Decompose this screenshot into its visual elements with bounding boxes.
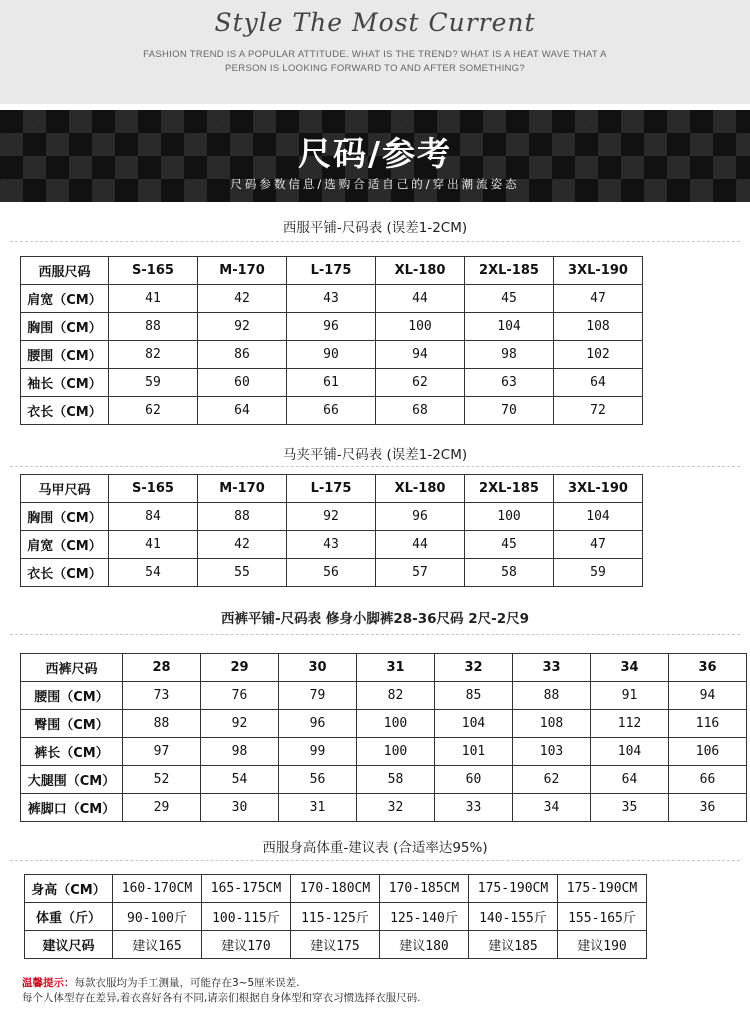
- table-cell: 125-140斤: [380, 903, 469, 931]
- pants-table-caption: 西裤平铺-尺码表 修身小脚裤28-36尺码 2尺-2尺9: [221, 611, 529, 627]
- banner-slogan: 尺码参数信息/选购合适自己的/穿出潮流姿态: [230, 177, 520, 191]
- table-cell: 62: [513, 766, 591, 794]
- row-label-cell: 大腿围（CM）: [21, 766, 123, 794]
- header-subtitle-line1: FASHION TREND IS A POPULAR ATTITUDE. WHAT IS THE TREND? WHAT IS A HEAT WAVE THAT A: [143, 49, 607, 60]
- pants-size-table: [20, 653, 747, 822]
- table-row: [21, 682, 747, 710]
- table-cell: 35: [591, 794, 669, 822]
- table-cell: 88: [513, 682, 591, 710]
- table-row: [21, 397, 643, 425]
- size-header-cell: 33: [513, 654, 591, 682]
- size-header-cell: 32: [435, 654, 513, 682]
- table-row: [21, 369, 643, 397]
- table-row: [21, 341, 643, 369]
- table-cell: 92: [201, 710, 279, 738]
- row-label-cell: 肩宽（CM）: [21, 531, 109, 559]
- divider: [10, 241, 740, 242]
- table-cell: 59: [554, 559, 643, 587]
- table-cell: 100: [357, 738, 435, 766]
- table-cell: 58: [465, 559, 554, 587]
- table-cell: 79: [279, 682, 357, 710]
- table-row: [21, 313, 643, 341]
- table-cell: 96: [376, 503, 465, 531]
- table-cell: 建议175: [291, 931, 380, 959]
- table-cell: 建议185: [469, 931, 558, 959]
- table-row: [21, 531, 643, 559]
- row-label-cell: 建议尺码: [25, 931, 113, 959]
- row-label-cell: 马甲尺码: [21, 475, 109, 503]
- size-header-cell: S-165: [109, 475, 198, 503]
- table-cell: 42: [198, 285, 287, 313]
- row-label-cell: 身高（CM）: [25, 875, 113, 903]
- table-cell: 建议165: [113, 931, 202, 959]
- divider: [10, 466, 740, 467]
- size-header-cell: XL-180: [376, 475, 465, 503]
- table-cell: 63: [465, 369, 554, 397]
- divider: [10, 634, 740, 635]
- vest-table-caption: 马夹平铺-尺码表 (误差1-2CM): [282, 447, 468, 463]
- size-header-cell: 36: [669, 654, 747, 682]
- table-cell: 61: [287, 369, 376, 397]
- size-header-cell: 2XL-185: [465, 257, 554, 285]
- divider: [10, 860, 740, 861]
- table-cell: 96: [279, 710, 357, 738]
- table-cell: 100-115斤: [202, 903, 291, 931]
- table-cell: 100: [357, 710, 435, 738]
- table-cell: 100: [465, 503, 554, 531]
- row-label-cell: 西裤尺码: [21, 654, 123, 682]
- table-cell: 155-165斤: [558, 903, 647, 931]
- table-cell: 32: [357, 794, 435, 822]
- table-cell: 88: [123, 710, 201, 738]
- notice-line1: 每款衣服均为手工测量，可能存在3~5厘米误差.: [74, 977, 300, 989]
- table-cell: 165-175CM: [202, 875, 291, 903]
- table-cell: 42: [198, 531, 287, 559]
- table-cell: 170-180CM: [291, 875, 380, 903]
- table-cell: 43: [287, 531, 376, 559]
- size-header-cell: 29: [201, 654, 279, 682]
- table-row: [21, 559, 643, 587]
- table-cell: 44: [376, 285, 465, 313]
- table-cell: 45: [465, 285, 554, 313]
- table-cell: 104: [554, 503, 643, 531]
- table-cell: 62: [109, 397, 198, 425]
- row-label-cell: 肩宽（CM）: [21, 285, 109, 313]
- table-cell: 66: [287, 397, 376, 425]
- table-cell: 104: [435, 710, 513, 738]
- size-header-cell: 34: [591, 654, 669, 682]
- table-cell: 60: [435, 766, 513, 794]
- table-cell: 160-170CM: [113, 875, 202, 903]
- table-cell: 102: [554, 341, 643, 369]
- size-header-cell: L-175: [287, 257, 376, 285]
- size-header-cell: 28: [123, 654, 201, 682]
- table-cell: 94: [669, 682, 747, 710]
- table-cell: 98: [465, 341, 554, 369]
- table-cell: 82: [109, 341, 198, 369]
- table-cell: 31: [279, 794, 357, 822]
- table-cell: 54: [109, 559, 198, 587]
- table-cell: 96: [287, 313, 376, 341]
- vest-size-table: [20, 474, 643, 587]
- row-label-cell: 体重（斤）: [25, 903, 113, 931]
- table-cell: 29: [123, 794, 201, 822]
- size-header-cell: M-170: [198, 257, 287, 285]
- size-header-cell: M-170: [198, 475, 287, 503]
- table-cell: 64: [591, 766, 669, 794]
- table-cell: 90: [287, 341, 376, 369]
- table-cell: 101: [435, 738, 513, 766]
- table-cell: 94: [376, 341, 465, 369]
- table-cell: 90-100斤: [113, 903, 202, 931]
- table-cell: 34: [513, 794, 591, 822]
- table-cell: 99: [279, 738, 357, 766]
- table-cell: 41: [109, 531, 198, 559]
- fit-table-caption: 西服身高体重-建议表 (合适率达95%): [262, 840, 488, 856]
- table-cell: 97: [123, 738, 201, 766]
- table-cell: 106: [669, 738, 747, 766]
- table-cell: 84: [109, 503, 198, 531]
- table-header-row: [21, 257, 643, 285]
- table-cell: 72: [554, 397, 643, 425]
- table-cell: 104: [591, 738, 669, 766]
- table-cell: 60: [198, 369, 287, 397]
- table-header-row: [21, 654, 747, 682]
- table-cell: 92: [198, 313, 287, 341]
- table-cell: 45: [465, 531, 554, 559]
- table-cell: 52: [123, 766, 201, 794]
- row-label-cell: 胸围（CM）: [21, 313, 109, 341]
- notice-label: 温馨提示：: [22, 977, 75, 989]
- size-header-cell: 30: [279, 654, 357, 682]
- size-header-cell: XL-180: [376, 257, 465, 285]
- height-weight-table: [24, 874, 647, 959]
- row-label-cell: 袖长（CM）: [21, 369, 109, 397]
- table-cell: 55: [198, 559, 287, 587]
- table-row: [21, 794, 747, 822]
- table-cell: 73: [123, 682, 201, 710]
- row-label-cell: 衣长（CM）: [21, 559, 109, 587]
- table-cell: 43: [287, 285, 376, 313]
- row-label-cell: 腰围（CM）: [21, 682, 123, 710]
- banner-title: 尺码/参考: [297, 134, 453, 173]
- table-cell: 91: [591, 682, 669, 710]
- table-cell: 68: [376, 397, 465, 425]
- table-row: [21, 285, 643, 313]
- table-cell: 62: [376, 369, 465, 397]
- table-cell: 108: [513, 710, 591, 738]
- table-cell: 103: [513, 738, 591, 766]
- table-cell: 建议180: [380, 931, 469, 959]
- script-title: Style The Most Current: [214, 8, 536, 37]
- page-header: [0, 0, 750, 104]
- table-cell: 112: [591, 710, 669, 738]
- table-header-row: [21, 475, 643, 503]
- table-cell: 44: [376, 531, 465, 559]
- table-cell: 140-155斤: [469, 903, 558, 931]
- notice-line2: 每个人体型存在差异,着衣喜好各有不同,请亲们根据自身体型和穿衣习惯选择衣服尺码.: [22, 992, 421, 1004]
- suit-table-caption: 西服平铺-尺码表 (误差1-2CM): [282, 220, 468, 236]
- row-label-cell: 裤长（CM）: [21, 738, 123, 766]
- row-label-cell: 腰围（CM）: [21, 341, 109, 369]
- table-cell: 47: [554, 531, 643, 559]
- table-cell: 104: [465, 313, 554, 341]
- table-cell: 76: [201, 682, 279, 710]
- row-label-cell: 胸围（CM）: [21, 503, 109, 531]
- table-cell: 88: [198, 503, 287, 531]
- table-cell: 56: [287, 559, 376, 587]
- table-cell: 88: [109, 313, 198, 341]
- table-row: [21, 503, 643, 531]
- table-cell: 36: [669, 794, 747, 822]
- table-cell: 57: [376, 559, 465, 587]
- row-label-cell: 西服尺码: [21, 257, 109, 285]
- table-cell: 66: [669, 766, 747, 794]
- header-subtitle-line2: PERSON IS LOOKING FORWARD TO AND AFTER SOMETHING?: [225, 63, 525, 74]
- size-header-cell: L-175: [287, 475, 376, 503]
- table-cell: 92: [287, 503, 376, 531]
- table-cell: 64: [198, 397, 287, 425]
- table-cell: 47: [554, 285, 643, 313]
- table-row: [21, 766, 747, 794]
- table-cell: 建议190: [558, 931, 647, 959]
- table-cell: 115-125斤: [291, 903, 380, 931]
- row-label-cell: 衣长（CM）: [21, 397, 109, 425]
- size-header-cell: 2XL-185: [465, 475, 554, 503]
- table-cell: 33: [435, 794, 513, 822]
- table-row: [25, 931, 647, 959]
- table-row: [25, 903, 647, 931]
- table-row: [25, 875, 647, 903]
- table-cell: 86: [198, 341, 287, 369]
- size-banner: [0, 110, 750, 202]
- table-cell: 59: [109, 369, 198, 397]
- suit-size-table: [20, 256, 643, 425]
- table-cell: 175-190CM: [558, 875, 647, 903]
- size-header-cell: 3XL-190: [554, 475, 643, 503]
- table-cell: 54: [201, 766, 279, 794]
- table-cell: 85: [435, 682, 513, 710]
- table-cell: 64: [554, 369, 643, 397]
- table-cell: 建议170: [202, 931, 291, 959]
- table-cell: 56: [279, 766, 357, 794]
- notice: [22, 976, 421, 1006]
- size-header-cell: S-165: [109, 257, 198, 285]
- row-label-cell: 臀围（CM）: [21, 710, 123, 738]
- table-cell: 98: [201, 738, 279, 766]
- table-cell: 58: [357, 766, 435, 794]
- table-row: [21, 738, 747, 766]
- table-cell: 82: [357, 682, 435, 710]
- table-cell: 100: [376, 313, 465, 341]
- table-cell: 70: [465, 397, 554, 425]
- size-header-cell: 3XL-190: [554, 257, 643, 285]
- header-subtitle: [120, 48, 630, 76]
- table-cell: 175-190CM: [469, 875, 558, 903]
- size-header-cell: 31: [357, 654, 435, 682]
- table-cell: 41: [109, 285, 198, 313]
- table-cell: 108: [554, 313, 643, 341]
- table-cell: 30: [201, 794, 279, 822]
- table-cell: 170-185CM: [380, 875, 469, 903]
- table-cell: 116: [669, 710, 747, 738]
- row-label-cell: 裤脚口（CM）: [21, 794, 123, 822]
- table-row: [21, 710, 747, 738]
